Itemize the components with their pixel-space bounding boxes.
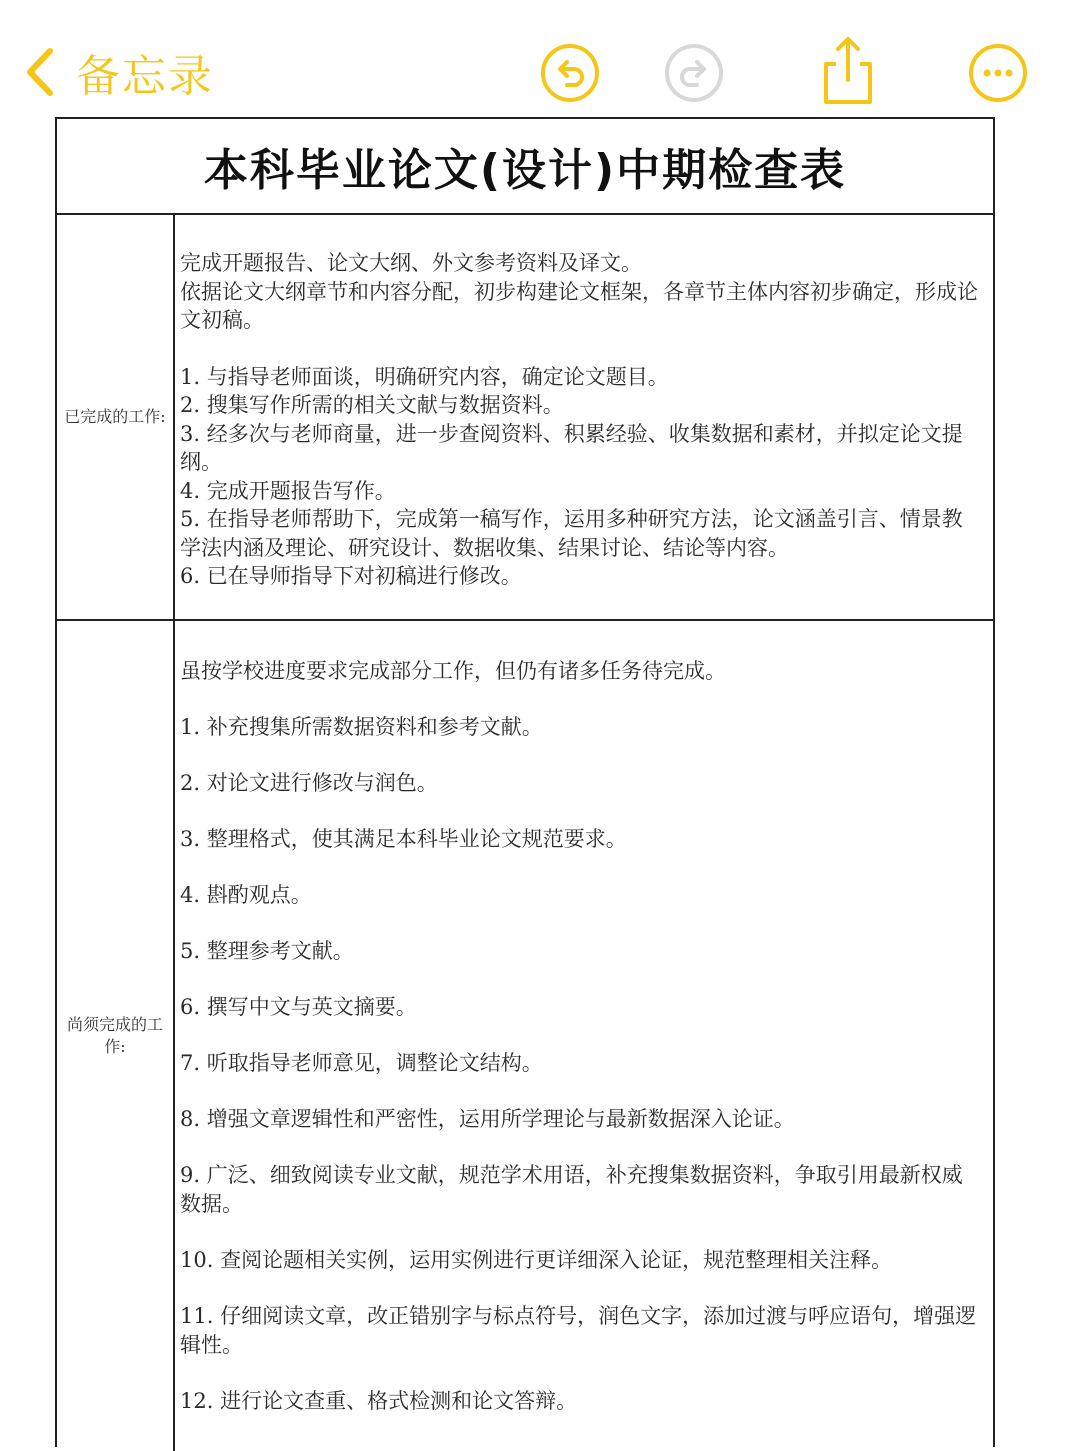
remaining-item: 1. 补充搜集所需数据资料和参考文献。 xyxy=(180,715,543,739)
remaining-item: 9. 广泛、细致阅读专业文献，规范学术用语，补充搜集数据资料，争取引用最新权威数据。 xyxy=(180,1163,963,1216)
remaining-item: 3. 整理格式，使其满足本科毕业论文规范要求。 xyxy=(180,827,627,851)
remaining-item: 12. 进行论文查重、格式检测和论文答辩。 xyxy=(180,1389,578,1413)
remaining-work-content xyxy=(175,621,993,1451)
remaining-item: 6. 撰写中文与英文摘要。 xyxy=(180,995,417,1019)
remaining-item: 10. 查阅论题相关实例，运用实例进行更详细深入论证，规范整理相关注释。 xyxy=(180,1248,893,1272)
chevron-left-icon xyxy=(24,47,56,97)
more-icon xyxy=(968,43,1028,103)
redo-button[interactable] xyxy=(664,43,724,103)
remaining-item: 7. 听取指导老师意见，调整论文结构。 xyxy=(180,1051,543,1075)
remaining-item: 8. 增强文章逻辑性和严密性，运用所学理论与最新数据深入论证。 xyxy=(180,1107,795,1131)
remaining-item: 4. 斟酌观点。 xyxy=(180,883,312,907)
share-icon xyxy=(818,34,878,106)
completed-item: 5. 在指导老师帮助下，完成第一稿写作，运用多种研究方法，论文涵盖引言、情景教学法内涵及理论、研究设计、数据收集、结果讨论、结论等内容。 xyxy=(180,507,963,560)
completed-item: 3. 经多次与老师商量，进一步查阅资料、积累经验、收集数据和素材，并拟定论文提纲。 xyxy=(180,421,963,474)
top-toolbar xyxy=(0,0,1080,115)
completed-item: 6. 已在导师指导下对初稿进行修改。 xyxy=(180,564,522,588)
remaining-item: 5. 整理参考文献。 xyxy=(180,939,354,963)
completed-work-label: 已完成的工作: xyxy=(57,215,175,619)
remaining-work-label: 尚须完成的工作: xyxy=(57,621,175,1451)
completed-work-content xyxy=(175,215,993,619)
back-label: 备忘录 xyxy=(76,51,214,102)
more-button[interactable] xyxy=(968,43,1028,103)
undo-button[interactable] xyxy=(540,43,600,103)
remaining-work-row xyxy=(57,621,993,1451)
back-button[interactable] xyxy=(24,40,214,104)
completed-intro-line: 依据论文大纲章节和内容分配，初步构建论文框架，各章节主体内容初步确定，形成论文初稿。 xyxy=(180,279,978,332)
remaining-intro: 虽按学校进度要求完成部分工作，但仍有诸多任务待完成。 xyxy=(180,659,726,683)
completed-item: 1. 与指导老师面谈，明确研究内容，确定论文题目。 xyxy=(180,364,669,389)
completed-item: 4. 完成开题报告写作。 xyxy=(180,478,396,503)
completed-intro-line: 完成开题报告、论文大纲、外文参考资料及译文。 xyxy=(180,251,642,275)
redo-icon xyxy=(664,43,724,103)
document-title: 本科毕业论文(设计)中期检查表 xyxy=(57,119,993,215)
remaining-item: 2. 对论文进行修改与润色。 xyxy=(180,771,438,795)
document-table xyxy=(55,117,995,1447)
undo-icon xyxy=(540,43,600,103)
remaining-item: 11. 仔细阅读文章，改正错别字与标点符号，润色文字，添加过渡与呼应语句，增强逻辑性。 xyxy=(180,1304,977,1357)
completed-work-row xyxy=(57,215,993,621)
share-button[interactable] xyxy=(818,34,878,94)
completed-item: 2. 搜集写作所需的相关文献与数据资料。 xyxy=(180,393,564,417)
